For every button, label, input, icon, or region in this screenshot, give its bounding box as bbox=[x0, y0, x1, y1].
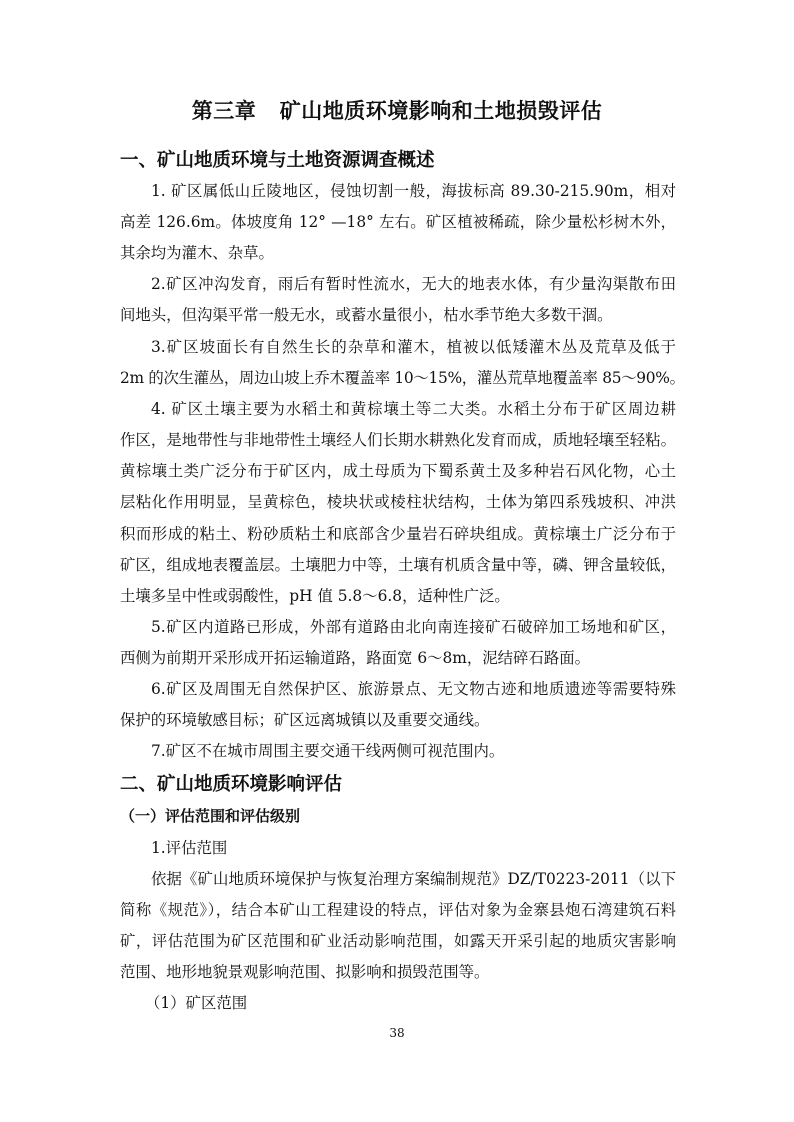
paragraph-line: 土壤多呈中性或弱酸性，pH 值 5.8～6.8，适种性广泛。 bbox=[120, 587, 510, 605]
section-heading-1: 一、矿山地质环境与土地资源调查概述 bbox=[120, 150, 435, 171]
paragraph-line: 矿，评估范围为矿区范围和矿业活动影响范围，如露天开采引起的地质灾害影响 bbox=[120, 932, 676, 950]
subsection-heading: （一）评估范围和评估级别 bbox=[120, 807, 301, 825]
paragraph-line: 简称《规范》），结合本矿山工程建设的特点，评估对象为金寨县炮石湾建筑石料 bbox=[120, 901, 676, 919]
paragraph-line: 作区，是地带性与非地带性土壤经人们长期水耕熟化发育而成，质地轻壤至轻粘。 bbox=[120, 431, 676, 449]
section-heading-2: 二、矿山地质环境影响评估 bbox=[120, 774, 343, 795]
paragraph-line: 范围、地形地貌景观影响范围、拟影响和损毁范围等。 bbox=[120, 963, 490, 981]
sub-item-title: （1）矿区范围 bbox=[145, 994, 248, 1012]
paragraph-line: 西侧为前期开采形成开拓运输道路，路面宽 6～8m，泥结碎石路面。 bbox=[120, 649, 591, 667]
paragraph-line: 保护的环境敏感目标；矿区远离城镇以及重要交通线。 bbox=[120, 711, 490, 729]
paragraph-line: 3.矿区坡面长有自然生长的杂草和灌木，植被以低矮灌木丛及荒草及低于 bbox=[151, 338, 676, 356]
paragraph-line: 5.矿区内道路已形成，外部有道路由北向南连接矿石破碎加工场地和矿区， bbox=[151, 618, 676, 636]
paragraph-line: 依据《矿山地质环境保护与恢复治理方案编制规范》DZ/T0223-2011（以下 bbox=[151, 870, 676, 888]
paragraph-line: 7.矿区不在城市周围主要交通干线两侧可视范围内。 bbox=[151, 742, 505, 760]
paragraph-line: 6.矿区及周围无自然保护区、旅游景点、无文物古迹和地质遗迹等需要特殊 bbox=[151, 680, 676, 698]
page-number: 38 bbox=[389, 1026, 405, 1040]
paragraph-line: 间地头，但沟渠平常一般无水，或蓄水量很小，枯水季节绝大多数干涸。 bbox=[120, 306, 613, 324]
paragraph-line: 1. 矿区属低山丘陵地区，侵蚀切割一般，海拔标高 89.30-215.90m，相对 bbox=[151, 182, 676, 200]
paragraph-line: 矿区，组成地表覆盖层。土壤肥力中等，土壤有机质含量中等，磷、钾含量较低， bbox=[120, 556, 676, 574]
paragraph-line: 2.矿区冲沟发育，雨后有暂时性流水，无大的地表水体，有少量沟渠散布田 bbox=[151, 275, 676, 293]
paragraph-line: 积而形成的粘土、粉砂质粘土和底部含少量岩石碎块组成。黄棕壤土广泛分布于 bbox=[120, 525, 676, 543]
paragraph-line: 2m 的次生灌丛，周边山坡上乔木覆盖率 10～15%，灌丛荒草地覆盖率 85～90%。 bbox=[120, 369, 685, 387]
paragraph-line: 层粘化作用明显，呈黄棕色，棱块状或棱柱状结构，土体为第四系残坡积、冲洪 bbox=[120, 493, 676, 511]
paragraph-line: 4. 矿区土壤主要为水稻土和黄棕壤土等二大类。水稻土分布于矿区周边耕 bbox=[151, 400, 676, 418]
paragraph-line: 其余均为灌木、杂草。 bbox=[120, 244, 274, 262]
paragraph-line: 高差 126.6m。体坡度角 12° —18° 左右。矿区植被稀疏，除少量松杉树木外， bbox=[120, 213, 676, 231]
item-title: 1.评估范围 bbox=[151, 839, 228, 857]
chapter-title: 第三章 矿山地质环境影响和土地损毁评估 bbox=[191, 99, 603, 123]
paragraph-line: 黄棕壤土类广泛分布于矿区内，成土母质为下蜀系黄土及多种岩石风化物，心土 bbox=[120, 462, 676, 480]
